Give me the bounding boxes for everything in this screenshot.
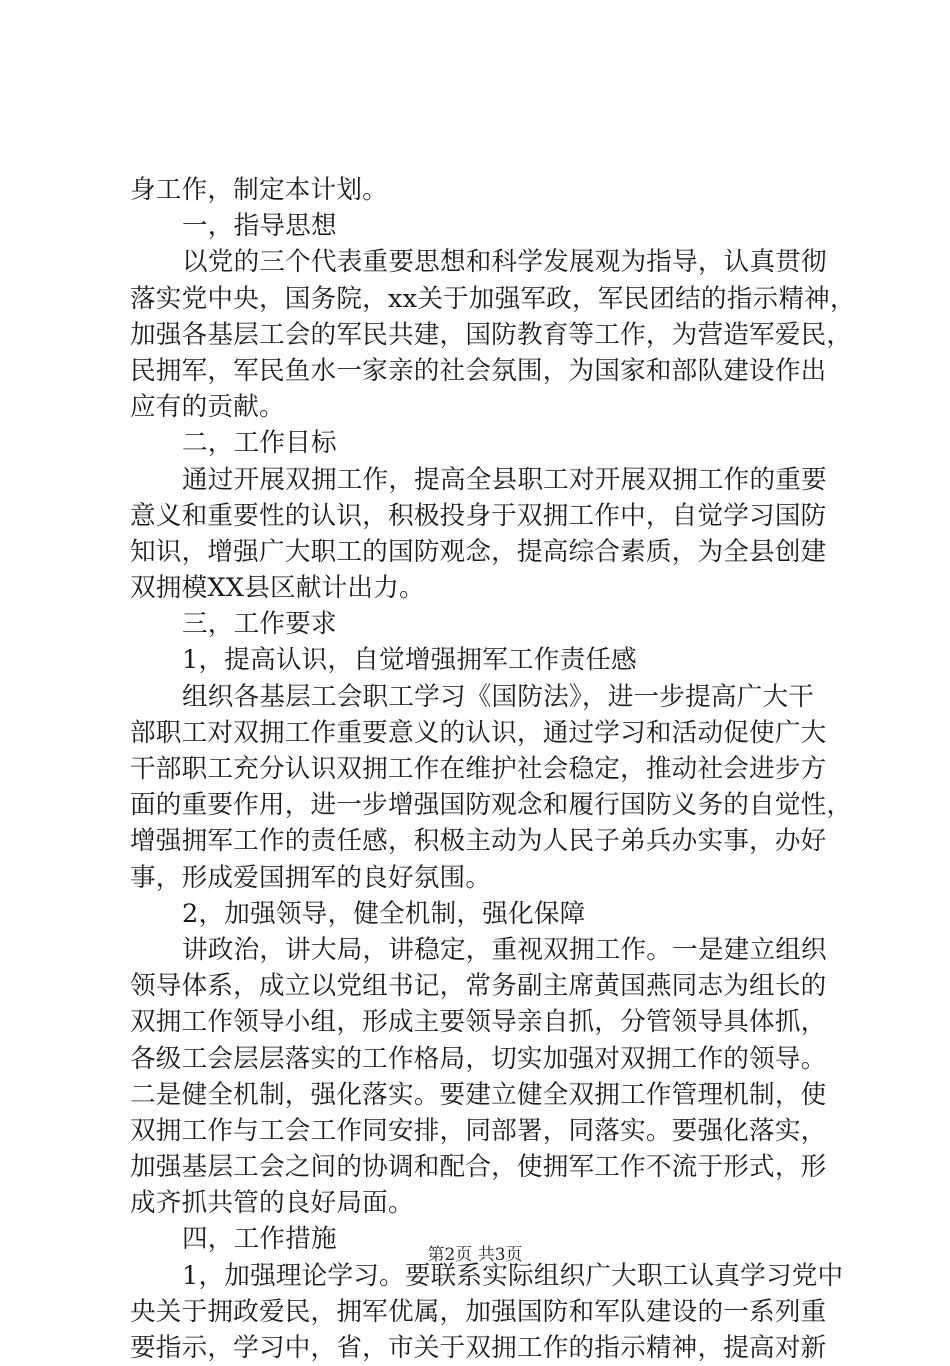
text-line: 双拥工作与工会工作同安排，同部署，同落实。要强化落实，: [130, 1115, 827, 1146]
text-line: 组织各基层工会职工学习《国防法》，进一步提高广大干: [182, 681, 815, 712]
subheading-2: 2，加强领导，健全机制，强化保障: [182, 898, 586, 929]
document-body: [130, 172, 856, 1366]
text-line: 身工作，制定本计划。: [130, 175, 388, 205]
text-line: 落实党中央，国务院，xx关于加强军政，军民团结的指示精神，: [130, 283, 856, 314]
text-line: 面的重要作用，进一步增强国防观念和履行国防义务的自觉性，: [130, 790, 853, 821]
text-line: 以党的三个代表重要思想和科学发展观为指导，认真贯彻: [182, 247, 827, 278]
text-line: 民拥军，军民鱼水一家亲的社会氛围，为国家和部队建设作出: [130, 355, 827, 386]
text-line: 增强拥军工作的责任感，积极主动为人民子弟兵办实事，办好: [130, 826, 827, 857]
text-line: 加强基层工会之间的协调和配合，使拥军工作不流于形式，形: [130, 1152, 827, 1183]
text-line: 要指示，学习中，省，市关于双拥工作的指示精神，提高对新: [130, 1333, 827, 1363]
text-line: 二是健全机制，强化落实。要建立健全双拥工作管理机制，使: [130, 1079, 827, 1110]
text-line: 干部职工充分认识双拥工作在维护社会稳定，推动社会进步方: [130, 754, 827, 784]
text-line: 知识，增强广大职工的国防观念，提高综合素质，为全县创建: [130, 536, 827, 567]
page-number-footer: 第2页 共3页: [427, 1245, 523, 1265]
text-line: 成齐抓共管的良好局面。: [130, 1188, 414, 1219]
text-line: 加强各基层工会的军民共建，国防教育等工作，为营造军爱民，: [130, 319, 853, 350]
section-heading-guiding-ideology: 一，指导思想: [182, 211, 337, 242]
text-line: 通过开展双拥工作，提高全县职工对开展双拥工作的重要: [182, 464, 827, 495]
text-line: 央关于拥政爱民，拥军优属，加强国防和军队建设的一系列重: [130, 1296, 827, 1327]
text-line: 双拥模XX县区献计出力。: [130, 573, 425, 604]
section-heading-work-goals: 二，工作目标: [182, 428, 337, 459]
subheading-1: 1，提高认识，自觉增强拥军工作责任感: [182, 645, 637, 676]
section-heading-work-measures: 四，工作措施: [182, 1224, 337, 1255]
text-line: 意义和重要性的认识，积极投身于双拥工作中，自觉学习国防: [130, 500, 827, 531]
section-heading-work-requirements: 三，工作要求: [182, 609, 337, 640]
text-line: 各级工会层层落实的工作格局，切实加强对双拥工作的领导。: [130, 1043, 827, 1074]
text-line: 讲政治，讲大局，讲稳定，重视双拥工作。一是建立组织: [182, 934, 827, 965]
text-line: 应有的贡献。: [130, 392, 285, 423]
text-line: 双拥工作领导小组，形成主要领导亲自抓，分管领导具体抓，: [130, 1007, 827, 1038]
text-line: 领导体系，成立以党组书记，常务副主席黄国燕同志为组长的: [130, 971, 827, 1002]
text-line: 事，形成爱国拥军的良好氛围。: [130, 862, 492, 893]
text-line: 1，加强理论学习。要联系实际组织广大职工认真学习党中: [182, 1260, 844, 1291]
text-line: 部职工对双拥工作重要意义的认识，通过学习和活动促使广大: [130, 717, 827, 748]
